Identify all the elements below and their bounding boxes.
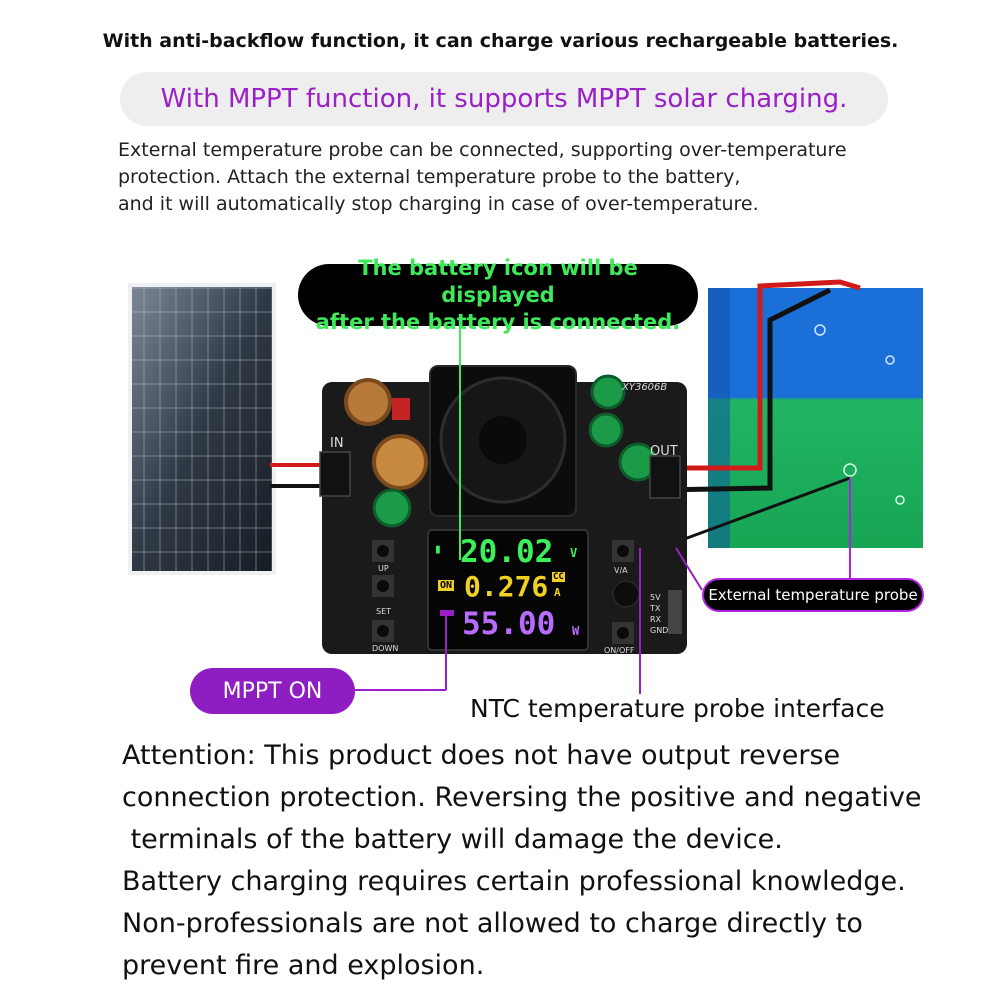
- board-model: XY3606B: [622, 382, 668, 393]
- description-line: protection. Attach the external temperature probe to the battery,: [118, 166, 741, 188]
- down-button-label: DOWN: [372, 644, 399, 653]
- battery-callout-line: after the battery is connected.: [315, 309, 681, 334]
- description-line: External temperature probe can be connected, supporting over-temperature: [118, 139, 847, 161]
- power-unit: W: [572, 624, 580, 638]
- lcd-display: [434, 532, 584, 648]
- attention-line: Attention: This product does not have output reverse: [122, 740, 841, 771]
- cc-badge: CC: [553, 572, 564, 582]
- attention-line: Battery charging requires certain professional knowledge.: [122, 866, 906, 897]
- pin-label: 5V: [650, 593, 661, 602]
- current-value: 0.276: [464, 570, 549, 603]
- pin-label: RX: [650, 615, 662, 624]
- out-label: OUT: [650, 444, 678, 459]
- battery: [708, 288, 923, 548]
- up-button-label: UP: [378, 564, 389, 573]
- mppt-banner-text: With MPPT function, it supports MPPT solar charging.: [160, 84, 848, 114]
- pin-labels: [650, 592, 668, 636]
- attention-line: Non-professionals are not allowed to charge directly to: [122, 908, 863, 939]
- va-button-label: V/A: [614, 566, 628, 575]
- battery-icon: ▮: [434, 542, 442, 557]
- external-probe-callout: [702, 578, 924, 612]
- voltage-value: 20.02: [460, 534, 554, 570]
- onoff-button-label: ON/OFF: [604, 646, 635, 655]
- set-button-label: SET: [376, 607, 392, 616]
- external-probe-label: External temperature probe: [708, 586, 918, 604]
- mppt-indicator: [440, 610, 454, 616]
- solar-panel: [128, 283, 276, 575]
- attention-notice: [122, 735, 922, 987]
- description-line: and it will automatically stop charging in case of over-temperature.: [118, 193, 759, 215]
- pin-label: GND: [650, 626, 669, 635]
- power-value: 55.00: [462, 606, 556, 642]
- in-label: IN: [330, 436, 344, 451]
- headline: With anti-backflow function, it can charge various rechargeable batteries.: [102, 30, 899, 52]
- on-badge: ON: [440, 580, 453, 591]
- attention-line: connection protection. Reversing the positive and negative: [122, 782, 922, 813]
- current-unit: A: [554, 586, 561, 599]
- attention-line: prevent fire and explosion.: [122, 950, 485, 981]
- voltage-unit: V: [570, 546, 578, 560]
- battery-icon-callout: [298, 255, 698, 334]
- attention-line: terminals of the battery will damage the device.: [122, 824, 783, 855]
- mppt-on-label: MPPT ON: [222, 678, 323, 704]
- mppt-on-badge: [190, 668, 355, 714]
- ntc-interface-label: NTC temperature probe interface: [470, 694, 885, 723]
- battery-callout-line: The battery icon will be displayed: [358, 255, 638, 307]
- pin-label: TX: [650, 604, 661, 613]
